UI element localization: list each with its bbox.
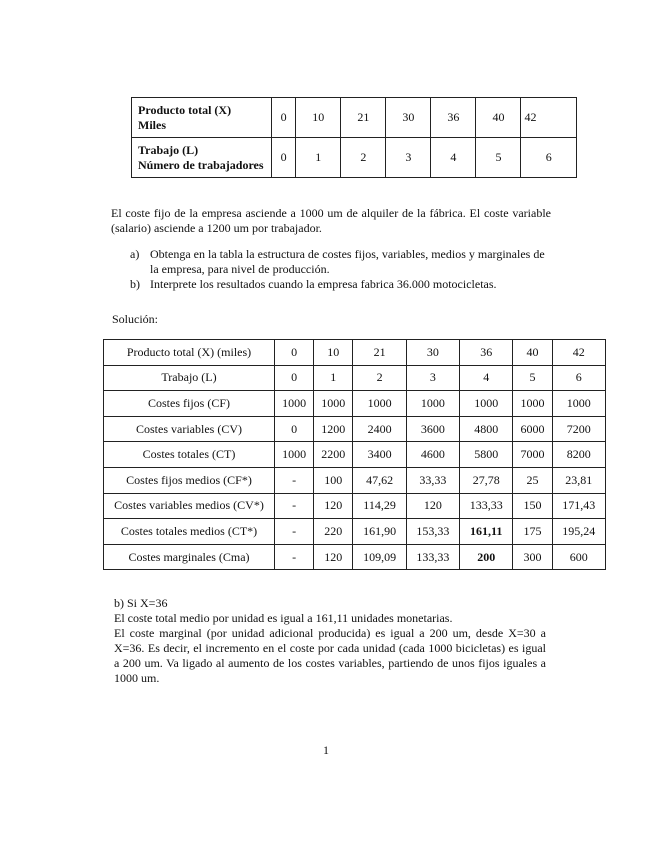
table-cell: 1000 [353, 391, 406, 417]
table-cell: 171,43 [552, 493, 605, 519]
list-marker: b) [130, 277, 140, 291]
table-cell: 40 [513, 340, 552, 366]
table-cell: 42 [521, 98, 577, 138]
row-label: Costes marginales (Cma) [104, 544, 275, 570]
row-label: Trabajo (L) [104, 365, 275, 391]
conclusion-line: El coste marginal (por unidad adicional producida) es igual a 200 um, desde X=30 a X=36. Es decir, el incremento en el coste por cada unidad (cada 1000 bicicletas) es igual a 200 um. Va ligado al aumento de los costes variables, partiendo de unos fijos iguales a 1000 um. [114, 626, 546, 685]
list-text: Obtenga en la tabla la estructura de costes fijos, variables, medios y marginales de la empresa, para nivel de producción. [150, 247, 545, 276]
table-cell: 175 [513, 519, 552, 545]
row-label: Costes totales (CT) [104, 442, 275, 468]
table-cell: 4800 [460, 416, 513, 442]
list-marker: a) [130, 247, 140, 261]
table-row [104, 544, 606, 570]
row-label: Costes totales medios (CT*) [104, 519, 275, 545]
table-row [132, 138, 577, 178]
table-cell: 1 [296, 138, 341, 178]
row-label: Producto total (X) (miles) [104, 340, 275, 366]
list-item [130, 277, 550, 292]
table-cell: 47,62 [353, 467, 406, 493]
table-cell: 3 [386, 138, 431, 178]
table-cell: 6000 [513, 416, 552, 442]
table-cell: 1000 [275, 391, 314, 417]
table-cell: 23,81 [552, 467, 605, 493]
table-cell: 0 [275, 416, 314, 442]
table-cell: 4 [460, 365, 513, 391]
table-cell: 1000 [513, 391, 552, 417]
table-cell: 27,78 [460, 467, 513, 493]
table-cell: 200 [460, 544, 513, 570]
table-cell: 40 [476, 98, 521, 138]
table-cell: 2 [341, 138, 386, 178]
table-cell: 5 [513, 365, 552, 391]
table-cell: 21 [353, 340, 406, 366]
table-row [104, 391, 606, 417]
list-item [130, 247, 550, 277]
table-cell: 8200 [552, 442, 605, 468]
table-cell: 161,90 [353, 519, 406, 545]
production-table [131, 97, 577, 178]
row-label: Costes fijos (CF) [104, 391, 275, 417]
table-cell: - [275, 544, 314, 570]
label-line: Trabajo (L) [138, 142, 199, 157]
cost-table-body [104, 340, 606, 570]
table-row [104, 365, 606, 391]
solution-label: Solución: [112, 312, 159, 326]
table-cell: 33,33 [406, 467, 459, 493]
label-line: Número de trabajadores [138, 157, 264, 172]
table-cell: 0 [275, 340, 314, 366]
table-cell: 3400 [353, 442, 406, 468]
table-cell: 10 [314, 340, 353, 366]
table-cell: 150 [513, 493, 552, 519]
table-cell: 161,11 [460, 519, 513, 545]
table-cell: 195,24 [552, 519, 605, 545]
table-cell: 120 [314, 493, 353, 519]
table-cell: 36 [460, 340, 513, 366]
conclusion-text [114, 611, 546, 686]
table-cell: 1000 [406, 391, 459, 417]
row-label: Costes fijos medios (CF*) [104, 467, 275, 493]
table-cell: 10 [296, 98, 341, 138]
table-cell: 1000 [314, 391, 353, 417]
table-row [104, 340, 606, 366]
table-cell: 42 [552, 340, 605, 366]
table-cell: 1000 [275, 442, 314, 468]
table-cell: 2400 [353, 416, 406, 442]
table-cell: 2 [353, 365, 406, 391]
row-label [132, 138, 272, 178]
table-cell: 1000 [460, 391, 513, 417]
table-cell: 0 [272, 138, 296, 178]
table-cell: 220 [314, 519, 353, 545]
table-cell: 3600 [406, 416, 459, 442]
table-cell: 7000 [513, 442, 552, 468]
cost-table [103, 339, 606, 570]
table-cell: 120 [406, 493, 459, 519]
label-line: Producto total (X) [138, 102, 232, 117]
table-row [104, 493, 606, 519]
table-cell: 153,33 [406, 519, 459, 545]
table-row [104, 442, 606, 468]
page-number: 1 [323, 743, 329, 757]
table-cell: 30 [406, 340, 459, 366]
intro-paragraph: El coste fijo de la empresa asciende a 1000 um de alquiler de la fábrica. El coste variable (salario) asciende a 1200 um por trabajador. [111, 206, 551, 235]
table-row [104, 416, 606, 442]
conclusion-heading: b) Si X=36 [114, 596, 168, 610]
table-cell: 133,33 [460, 493, 513, 519]
table-cell: 600 [552, 544, 605, 570]
table-cell: 4 [431, 138, 476, 178]
table-cell: 0 [272, 98, 296, 138]
row-label [132, 98, 272, 138]
table-cell: - [275, 467, 314, 493]
table-cell: 2200 [314, 442, 353, 468]
table-cell: 120 [314, 544, 353, 570]
table-cell: 0 [275, 365, 314, 391]
table-cell: 114,29 [353, 493, 406, 519]
table-cell: 21 [341, 98, 386, 138]
row-label: Costes variables medios (CV*) [104, 493, 275, 519]
table-row [104, 467, 606, 493]
table-cell: 1 [314, 365, 353, 391]
table-row [104, 519, 606, 545]
table-cell: 6 [552, 365, 605, 391]
table-cell: 109,09 [353, 544, 406, 570]
table-cell: 1000 [552, 391, 605, 417]
table-cell: 6 [521, 138, 577, 178]
table-cell: - [275, 519, 314, 545]
conclusion-line: El coste total medio por unidad es igual a 161,11 unidades monetarias. [114, 611, 453, 625]
table-cell: 3 [406, 365, 459, 391]
table-cell: 7200 [552, 416, 605, 442]
label-line: Miles [138, 117, 166, 132]
table-row [132, 98, 577, 138]
row-label: Costes variables (CV) [104, 416, 275, 442]
table-cell: - [275, 493, 314, 519]
table-cell: 5 [476, 138, 521, 178]
table-cell: 300 [513, 544, 552, 570]
table-cell: 30 [386, 98, 431, 138]
table-cell: 133,33 [406, 544, 459, 570]
table-cell: 36 [431, 98, 476, 138]
table-cell: 5800 [460, 442, 513, 468]
table-cell: 100 [314, 467, 353, 493]
table-cell: 4600 [406, 442, 459, 468]
list-text: Interprete los resultados cuando la empresa fabrica 36.000 motocicletas. [150, 277, 497, 291]
table-cell: 1200 [314, 416, 353, 442]
question-list [130, 247, 550, 292]
table-cell: 25 [513, 467, 552, 493]
